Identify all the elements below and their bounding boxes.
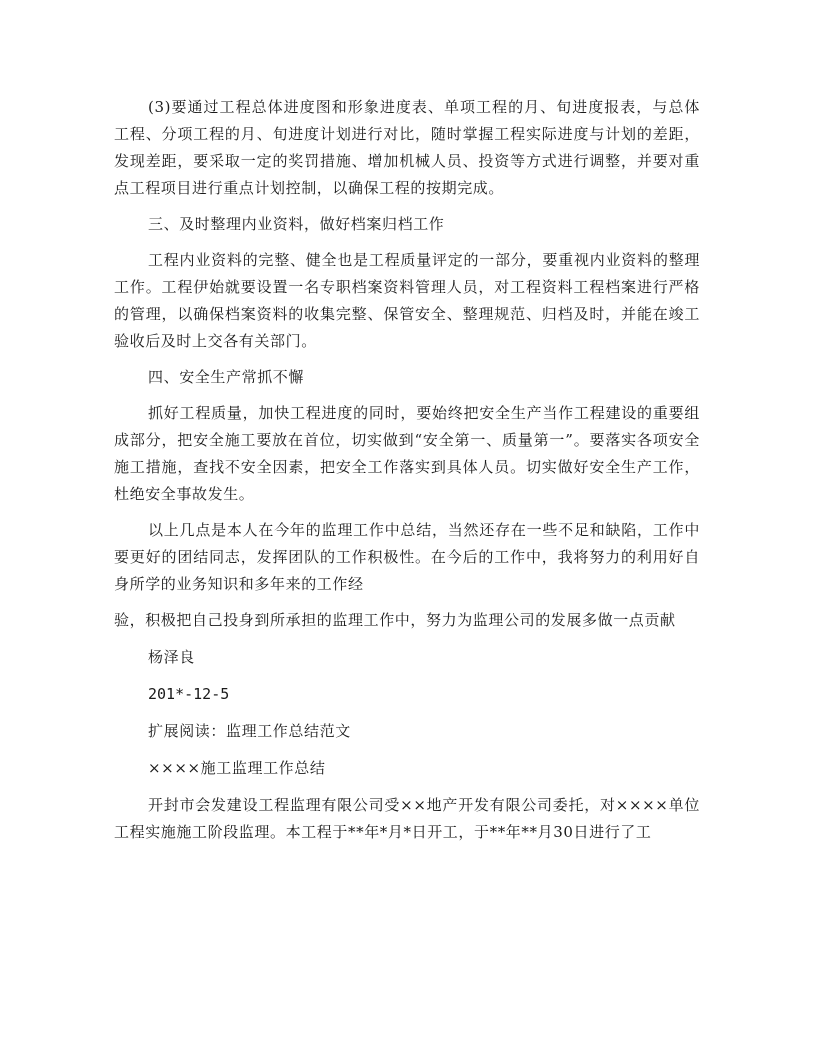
signature-date: 201*-12-5 [148, 685, 230, 703]
paragraph-summary: 以上几点是本人在今年的监理工作中总结，当然还存在一些不足和缺陷，工作中要更好的团结同志，发挥团队的工作积极性。在今后的工作中，我将努力的利用好自身所学的业务知识和多年来的工作经 [114, 521, 700, 593]
paragraph-progress-control: (3)要通过工程总体进度图和形象进度表、单项工程的月、旬进度报表，与总体工程、分项工程的月、旬进度计划进行对比，随时掌握工程实际进度与计划的差距，发现差距，要采取一定的奖罚措施、增加机械人员、投资等方式进行调整，并要对重点工程项目进行重点计划控制，以确保工程的按期完成。 [114, 98, 700, 197]
paragraph-archives: 工程内业资料的完整、健全也是工程质量评定的一部分，要重视内业资料的整理工作。工程伊始就要设置一名专职档案资料管理人员，对工程资料工程档案进行严格的管理，以确保档案资料的收集完整、保管安全、整理规范、归档及时，并能在竣工验收后及时上交各有关部门。 [114, 251, 700, 350]
section-heading-safety: 四、安全生产常抓不懈 [148, 368, 305, 386]
paragraph-summary-continued: 验，积极把自己投身到所承担的监理工作中，努力为监理公司的发展多做一点贡献 [114, 611, 676, 629]
signature-name: 杨泽良 [148, 648, 195, 666]
paragraph-safety: 抓好工程质量，加快工程进度的同时，要始终把安全生产当作工程建设的重要组成部分，把安全施工要放在首位，切实做到“安全第一、质量第一”。要落实各项安全施工措施，查找不安全因素，把安全工作落实到具体人员。切实做好安全生产工作，杜绝安全事故发生。 [114, 404, 700, 503]
section-heading-archives: 三、及时整理内业资料，做好档案归档工作 [148, 215, 445, 233]
paragraph-intro: 开封市会发建设工程监理有限公司受××地产开发有限公司委托，对××××单位工程实施施工阶段监理。本工程于**年*月*日开工，于**年**月30日进行了工 [114, 796, 700, 841]
document-title: ××××施工监理工作总结 [148, 759, 326, 777]
document-body [114, 94, 700, 846]
extended-reading-label: 扩展阅读：监理工作总结范文 [148, 722, 351, 740]
